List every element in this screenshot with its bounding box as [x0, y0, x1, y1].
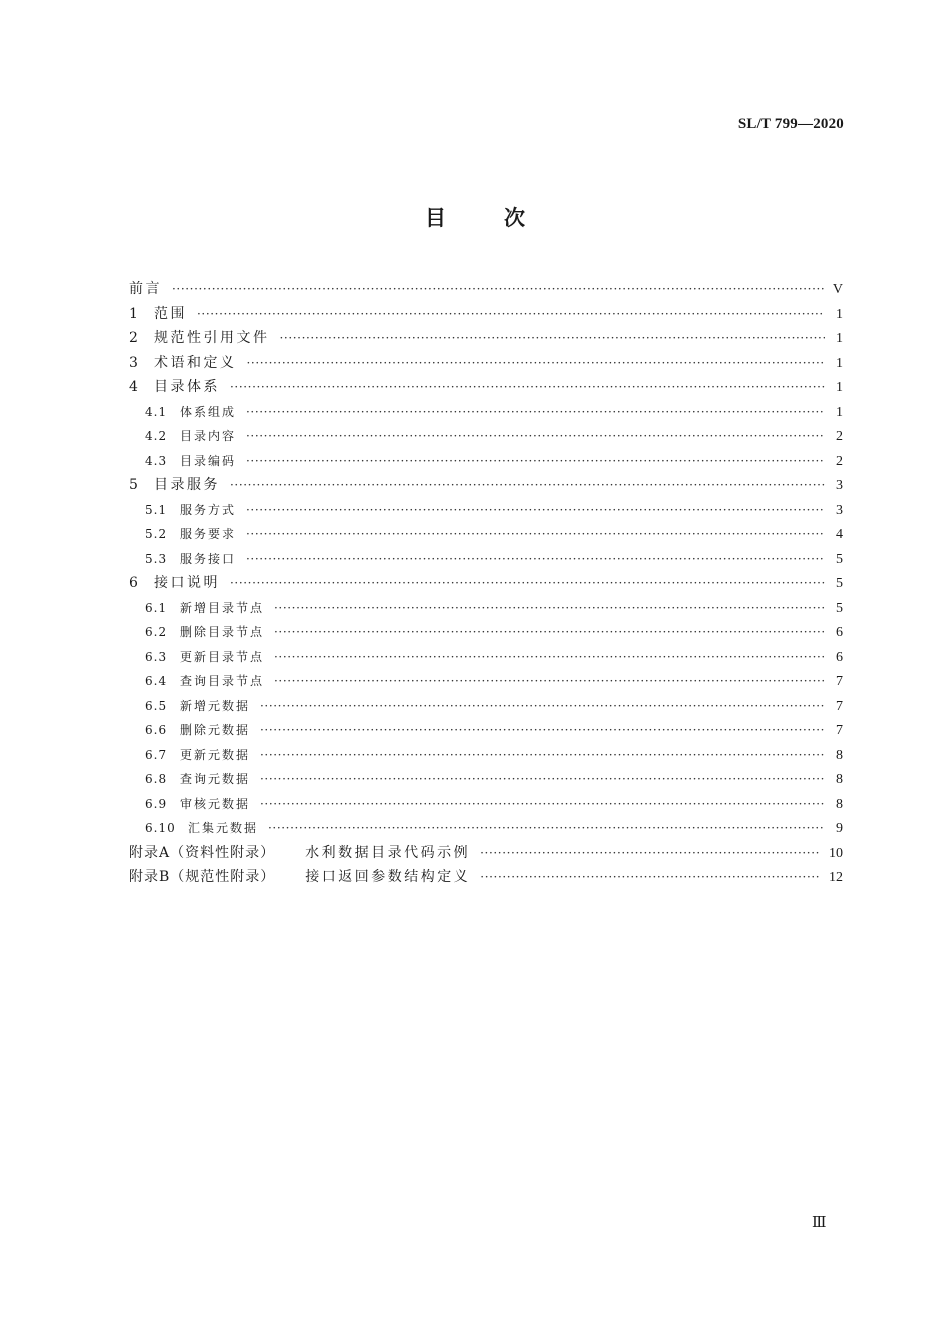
toc-label: 更新目录节点 — [180, 649, 265, 664]
toc-entry-5-1[interactable] — [129, 498, 843, 523]
toc-number: 6.2 — [145, 625, 168, 639]
toc-page: 8 — [836, 747, 843, 763]
dot-leader — [246, 424, 825, 449]
toc-page: 1 — [836, 306, 843, 322]
toc-label: 删除目录节点 — [180, 625, 265, 639]
toc-number: 4.1 — [145, 404, 168, 419]
toc-entry-2[interactable] — [129, 326, 843, 351]
toc-number: 2 — [129, 330, 138, 346]
toc-page: 7 — [836, 723, 843, 738]
dot-leader — [197, 302, 825, 327]
toc-label: 查询目录节点 — [180, 674, 265, 688]
toc-entry-5-3[interactable] — [129, 547, 843, 572]
dot-leader — [230, 473, 825, 498]
dot-leader — [260, 767, 825, 792]
standard-code: SL/T 799—2020 — [737, 116, 844, 132]
toc-number: 6.4 — [145, 674, 168, 688]
dot-leader — [246, 547, 825, 572]
toc-page: 5 — [836, 576, 843, 591]
toc-label: 服务方式 — [180, 502, 237, 517]
toc-entry-6-7[interactable] — [129, 743, 843, 768]
toc-entry-6-4[interactable] — [129, 669, 843, 694]
toc-number: 3 — [129, 354, 138, 371]
toc-label: 目录编码 — [180, 453, 237, 468]
toc-label: 术语和定义 — [154, 354, 237, 371]
toc-label: 更新元数据 — [180, 747, 251, 762]
toc-page: 10 — [829, 845, 843, 861]
toc-page: 12 — [829, 870, 843, 885]
toc-label: 体系组成 — [180, 404, 237, 419]
toc-label: 范围 — [154, 305, 187, 322]
toc-page: 7 — [836, 674, 843, 689]
toc-page: 4 — [836, 527, 843, 542]
toc-entry-6-6[interactable] — [129, 718, 843, 743]
toc-entry-6-1[interactable] — [129, 596, 843, 621]
toc-number: 6.7 — [145, 747, 168, 762]
dot-leader — [260, 718, 825, 743]
toc-entry-5[interactable] — [129, 473, 843, 498]
toc-page: V — [832, 282, 843, 297]
toc-entry-foreword[interactable] — [129, 277, 843, 302]
dot-leader — [246, 522, 825, 547]
toc-page: 7 — [836, 698, 843, 714]
appendix-prefix: 附录A（资料性附录） — [129, 844, 276, 861]
toc-entry-appendix-a[interactable] — [129, 841, 843, 866]
toc-number: 4.3 — [145, 453, 168, 468]
toc-number: 4.2 — [145, 429, 168, 443]
toc-page: 5 — [836, 600, 843, 616]
toc-number: 5.1 — [145, 502, 168, 517]
table-of-contents — [129, 277, 843, 890]
toc-number: 5.3 — [145, 551, 168, 566]
toc-number: 5.2 — [145, 527, 168, 541]
toc-page: 5 — [836, 551, 843, 567]
toc-page: 8 — [836, 796, 843, 812]
dot-leader — [246, 400, 825, 425]
toc-label: 查询元数据 — [180, 772, 251, 786]
page-number: Ⅲ — [812, 1215, 827, 1231]
dot-leader — [260, 694, 825, 719]
toc-entry-3[interactable] — [129, 351, 843, 376]
toc-page: 1 — [836, 331, 843, 346]
toc-entry-6-2[interactable] — [129, 620, 843, 645]
toc-number: 4 — [129, 379, 138, 395]
toc-entry-appendix-b[interactable] — [129, 865, 843, 890]
toc-entry-4-1[interactable] — [129, 400, 843, 425]
dot-leader — [230, 375, 825, 400]
toc-page: 2 — [836, 453, 843, 469]
toc-number: 6.6 — [145, 723, 168, 737]
toc-number: 1 — [129, 305, 138, 322]
dot-leader — [246, 449, 825, 474]
dot-leader — [280, 326, 826, 351]
toc-label: 目录服务 — [154, 477, 220, 493]
toc-entry-6-10[interactable] — [129, 816, 843, 841]
toc-number: 6.3 — [145, 649, 168, 664]
toc-number: 6.5 — [145, 698, 168, 713]
dot-leader — [480, 865, 821, 890]
dot-leader — [247, 351, 826, 376]
toc-entry-4-3[interactable] — [129, 449, 843, 474]
dot-leader — [274, 669, 825, 694]
toc-page: 2 — [836, 429, 843, 444]
toc-number: 6.9 — [145, 796, 168, 811]
toc-label: 目录内容 — [180, 429, 237, 443]
dot-leader — [260, 792, 825, 817]
toc-label: 审核元数据 — [180, 796, 251, 811]
toc-number: 6.1 — [145, 600, 168, 615]
toc-label: 接口返回参数结构定义 — [305, 869, 471, 885]
dot-leader — [172, 277, 825, 302]
appendix-prefix: 附录B（规范性附录） — [129, 869, 276, 885]
toc-number: 6 — [129, 575, 138, 591]
dot-leader — [480, 841, 821, 866]
toc-page: 6 — [836, 625, 843, 640]
toc-label: 删除元数据 — [180, 723, 251, 737]
toc-entry-4-2[interactable] — [129, 424, 843, 449]
dot-leader — [268, 816, 825, 841]
dot-leader — [274, 620, 825, 645]
dot-leader — [274, 596, 825, 621]
toc-label: 规范性引用文件 — [154, 330, 270, 346]
toc-page: 8 — [836, 772, 843, 787]
toc-page: 3 — [836, 478, 843, 493]
toc-page: 9 — [836, 821, 843, 836]
toc-number: 6.8 — [145, 772, 168, 786]
toc-page: 3 — [836, 502, 843, 518]
toc-entry-4[interactable] — [129, 375, 843, 400]
page-title: 目次 — [425, 206, 583, 230]
toc-label: 新增目录节点 — [180, 600, 265, 615]
toc-number: 5 — [129, 477, 138, 493]
toc-label: 前言 — [129, 281, 162, 297]
toc-entry-1[interactable] — [129, 302, 843, 327]
toc-entry-6[interactable] — [129, 571, 843, 596]
toc-entry-6-3[interactable] — [129, 645, 843, 670]
toc-entry-6-8[interactable] — [129, 767, 843, 792]
toc-label: 汇集元数据 — [188, 821, 259, 835]
toc-page: 6 — [836, 649, 843, 665]
toc-page: 1 — [836, 355, 843, 371]
dot-leader — [260, 743, 825, 768]
toc-entry-6-5[interactable] — [129, 694, 843, 719]
toc-label: 接口说明 — [154, 575, 220, 591]
toc-label: 服务接口 — [180, 551, 237, 566]
toc-page: 1 — [836, 380, 843, 395]
dot-leader — [274, 645, 825, 670]
toc-page: 1 — [836, 404, 843, 420]
toc-label: 服务要求 — [180, 527, 237, 541]
toc-entry-5-2[interactable] — [129, 522, 843, 547]
toc-label: 水利数据目录代码示例 — [305, 844, 471, 861]
toc-entry-6-9[interactable] — [129, 792, 843, 817]
toc-number: 6.10 — [145, 821, 176, 835]
dot-leader — [230, 571, 825, 596]
toc-label: 目录体系 — [154, 379, 220, 395]
toc-label: 新增元数据 — [180, 698, 251, 713]
dot-leader — [246, 498, 825, 523]
